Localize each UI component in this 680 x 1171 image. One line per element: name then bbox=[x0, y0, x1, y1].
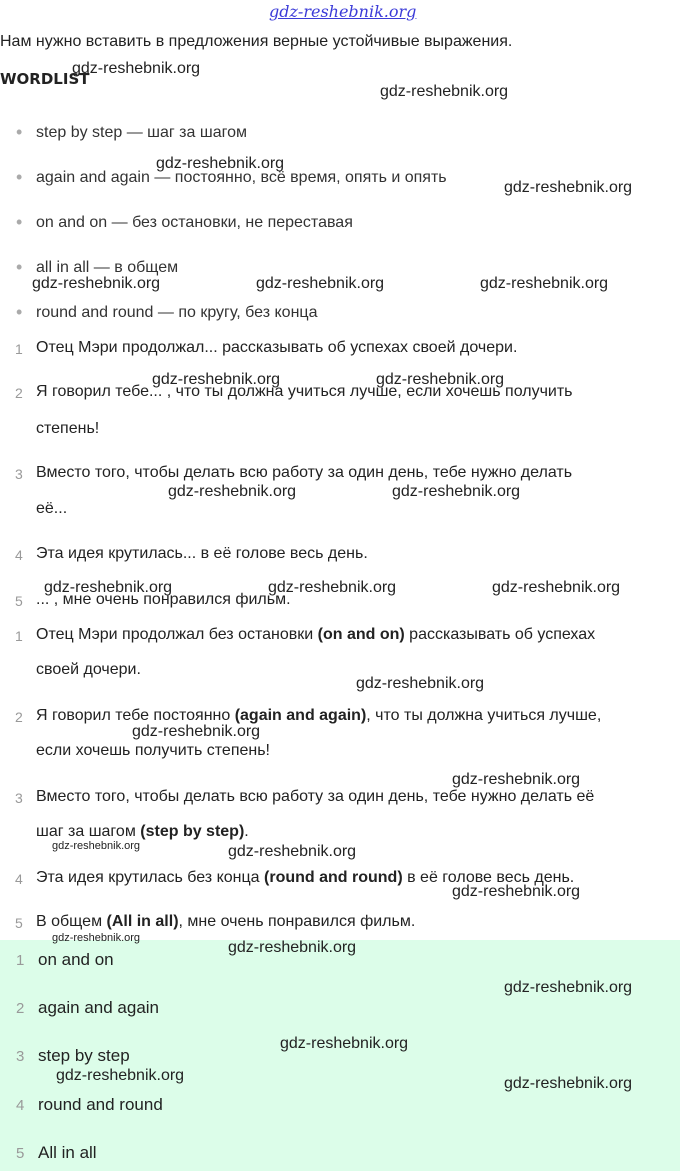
answer-text: again and again bbox=[38, 998, 160, 1017]
bullet-dot: • bbox=[16, 212, 23, 232]
exercise-line: Отец Мэри продолжал... рассказывать об успехах своей дочери. bbox=[36, 339, 518, 356]
item-number: 1 bbox=[15, 628, 23, 644]
exercise-line: её... bbox=[36, 500, 68, 517]
solution-line: Я говорил тебе постоянно (again and again), что ты должна учиться лучше, bbox=[36, 707, 602, 724]
watermark: gdz-reshebnik.org bbox=[228, 939, 357, 956]
bullet-dot: • bbox=[16, 122, 23, 142]
watermark: gdz-reshebnik.org bbox=[56, 1067, 185, 1084]
wordlist-item: step by step — шаг за шагом bbox=[36, 124, 247, 141]
answer-number: 2 bbox=[16, 1000, 25, 1017]
bullet-dot: • bbox=[16, 302, 23, 322]
watermark: gdz-reshebnik.org bbox=[380, 83, 509, 100]
watermark: gdz-reshebnik.org bbox=[72, 60, 201, 77]
answer-text: round and round bbox=[38, 1095, 163, 1114]
answer-number: 5 bbox=[16, 1145, 25, 1162]
watermark: gdz-reshebnik.org bbox=[452, 771, 581, 788]
watermark: gdz-reshebnik.org bbox=[52, 840, 141, 852]
watermark: gdz-reshebnik.org bbox=[392, 483, 521, 500]
solution-line: своей дочери. bbox=[36, 661, 141, 678]
item-number: 1 bbox=[15, 341, 23, 357]
exercise-line: степень! bbox=[36, 420, 100, 437]
bullet-dot: • bbox=[16, 257, 23, 277]
solution-line: Отец Мэри продолжал без остановки (on and on) рассказывать об успехах bbox=[36, 626, 596, 643]
answer-highlight: (All in all) bbox=[106, 913, 179, 930]
bullet-dot: • bbox=[16, 167, 23, 187]
watermark: gdz-reshebnik.org bbox=[152, 371, 281, 388]
exercise-line: ... , мне очень понравился фильм. bbox=[36, 591, 291, 608]
item-number: 4 bbox=[15, 871, 23, 887]
item-number: 3 bbox=[15, 790, 23, 806]
exercise-line: Вместо того, чтобы делать всю работу за один день, тебе нужно делать bbox=[36, 464, 573, 481]
item-number: 5 bbox=[15, 915, 23, 931]
watermark: gdz-reshebnik.org bbox=[256, 275, 385, 292]
answer-highlight: (round and round) bbox=[264, 869, 403, 886]
exercise-line: Эта идея крутилась... в её голове весь день. bbox=[36, 545, 368, 562]
item-number: 5 bbox=[15, 593, 23, 609]
watermark: gdz-reshebnik.org bbox=[228, 843, 357, 860]
wordlist-item: on and on — без остановки, не переставая bbox=[36, 214, 353, 231]
watermark: gdz-reshebnik.org bbox=[132, 723, 261, 740]
exercise-line: Я говорил тебе... , что ты должна учиться лучше, если хочешь получить bbox=[36, 383, 573, 400]
watermark: gdz-reshebnik.org bbox=[32, 275, 161, 292]
answer-highlight: (again and again) bbox=[234, 707, 367, 724]
wordlist-item: round and round — по кругу, без конца bbox=[36, 304, 318, 321]
solution-line: если хочешь получить степень! bbox=[36, 742, 270, 759]
watermark: gdz-reshebnik.org bbox=[504, 179, 633, 196]
watermark: gdz-reshebnik.org bbox=[52, 932, 141, 944]
solution-line: шаг за шагом (step by step). bbox=[36, 823, 249, 840]
solution-line: В общем (All in all), мне очень понравился фильм. bbox=[36, 913, 416, 930]
answer-text: step by step bbox=[38, 1046, 130, 1065]
solution-line: Вместо того, чтобы делать всю работу за один день, тебе нужно делать её bbox=[36, 788, 595, 805]
item-number: 3 bbox=[15, 466, 23, 482]
answer-text: on and on bbox=[38, 950, 114, 969]
item-number: 4 bbox=[15, 547, 23, 563]
watermark: gdz-reshebnik.org bbox=[268, 579, 397, 596]
watermark: gdz-reshebnik.org bbox=[156, 155, 285, 172]
watermark: gdz-reshebnik.org bbox=[492, 579, 621, 596]
answer-text: All in all bbox=[38, 1143, 97, 1162]
watermark: gdz-reshebnik.org bbox=[356, 675, 485, 692]
watermark: gdz-reshebnik.org bbox=[452, 883, 581, 900]
watermark: gdz-reshebnik.org bbox=[480, 275, 609, 292]
watermark: gdz-reshebnik.org bbox=[376, 371, 505, 388]
wordlist-item: all in all — в общем bbox=[36, 259, 179, 276]
item-number: 2 bbox=[15, 385, 23, 401]
watermark: gdz-reshebnik.org bbox=[504, 979, 633, 996]
watermark: gdz-reshebnik.org bbox=[504, 1075, 633, 1092]
solution-line: Эта идея крутилась без конца (round and round) в её голове весь день. bbox=[36, 869, 575, 886]
wordlist-title: WORDLIST bbox=[0, 70, 90, 88]
header-watermark: gdz-reshebnik.org bbox=[269, 2, 417, 21]
answer-number: 1 bbox=[16, 952, 25, 969]
answer-highlight: (on and on) bbox=[317, 626, 405, 643]
watermark: gdz-reshebnik.org bbox=[44, 579, 173, 596]
item-number: 2 bbox=[15, 709, 23, 725]
answer-number: 3 bbox=[16, 1048, 25, 1065]
wordlist-item: again and again — постоянно, всё время, опять и опять bbox=[36, 169, 447, 186]
watermark: gdz-reshebnik.org bbox=[280, 1035, 409, 1052]
intro-text: Нам нужно вставить в предложения верные устойчивые выражения. bbox=[0, 33, 513, 50]
answer-number: 4 bbox=[16, 1097, 25, 1114]
watermark: gdz-reshebnik.org bbox=[168, 483, 297, 500]
answer-highlight: (step by step) bbox=[140, 823, 245, 840]
